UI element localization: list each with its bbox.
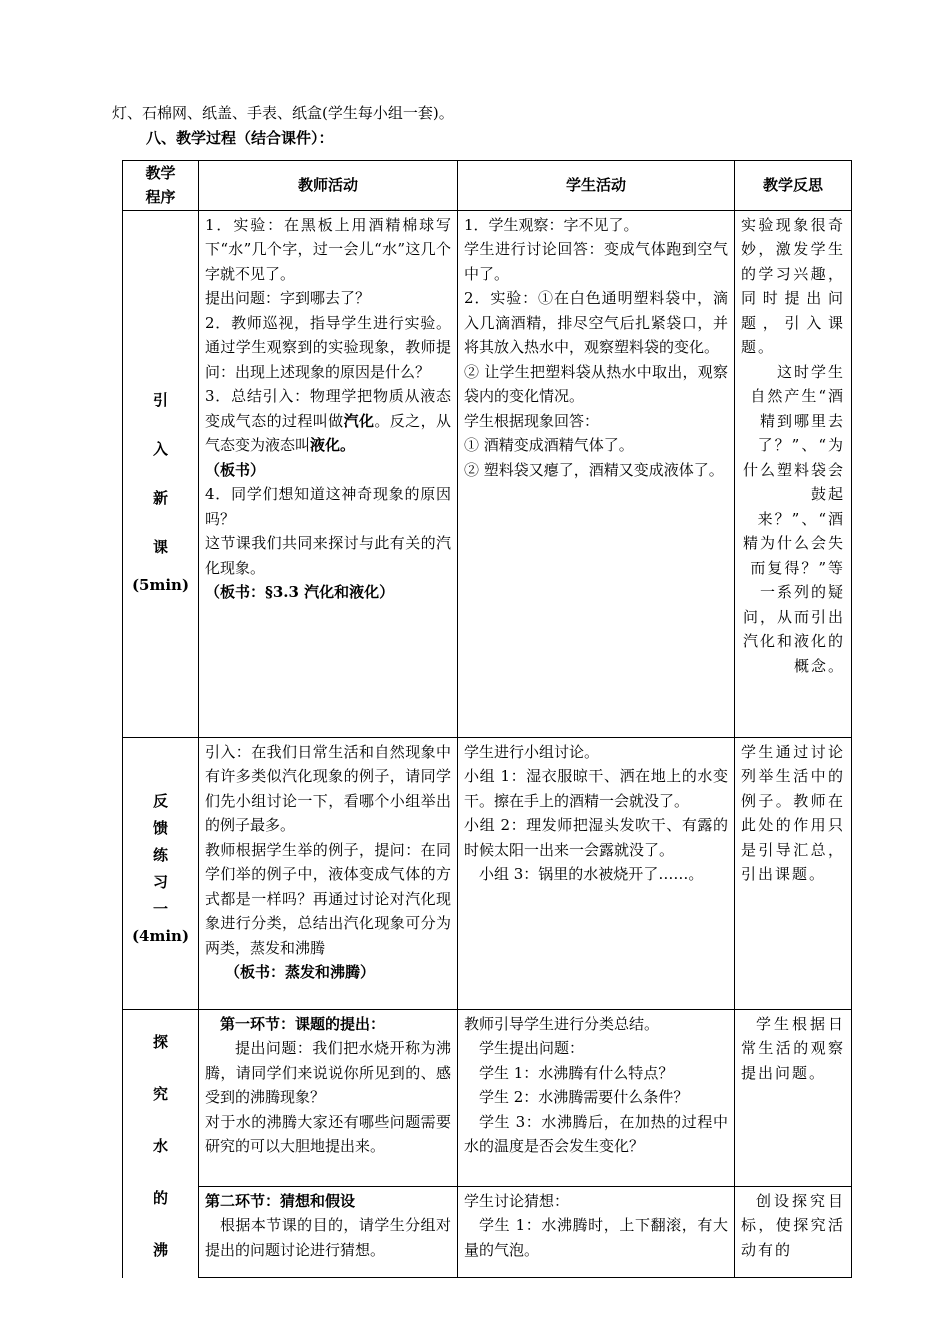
teacher-activity-cell: 1．实验：在黑板上用酒精棉球写下“水”几个字，过一会儿“水”这几个字就不见了。 提出问题：字到哪去了？ 2．教师巡视，指导学生进行实验。通过学生观察到的实验现象，教师提问：出现上述现象的原因是什么？ 3．总结引入：物理学把物质从液态变成气态的过程叫做汽化。反之，从气态变为液态叫液化。 （板书） 4．同学们想知道这神奇现象的原因吗？ 这节课我们共同来探讨与此有关的汽化现象。 （板书：§3.3 汽化和液化） (199, 210, 458, 737)
reflection-cell: 创设探究目标，使探究活动有的 (735, 1186, 852, 1277)
table-row (123, 1186, 852, 1277)
header-student-activity: 学生活动 (458, 161, 735, 211)
teacher-activity-cell: 第一环节：课题的提出： 提出问题：我们把水烧开称为沸腾，请同学们来说说你所见到的、感受到的沸腾现象？ 对于水的沸腾大家还有哪些问题需要研究的可以大胆地提出来。 (199, 1009, 458, 1186)
table-row (123, 210, 852, 737)
stage-intro-new-lesson: 引 入 新 课 (5min) (123, 210, 199, 737)
student-activity-cell: 1．学生观察：字不见了。 学生进行讨论回答：变成气体跑到空气中了。 2．实验：①在白色通明塑料袋中，滴入几滴酒精，排尽空气后扎紧袋口，并将其放入热水中，观察塑料袋的变化。 ② 让学生把塑料袋从热水中取出，观察袋内的变化情况。 学生根据现象回答： ① 酒精变成酒精气体了。 ② 塑料袋又瘪了，酒精又变成液体了。 (458, 210, 735, 737)
header-teaching-procedure: 教学程序 (123, 161, 199, 211)
reflection-cell: 实验现象很奇妙，激发学生的学习兴趣，同时提出问题，引入课题。 这时学生自然产生“酒精到哪里去了？”、“为什么塑料袋会鼓起来？”、“酒精为什么会失而复得？”等一系列的疑问，从而引出汽化和液化的概念。 (735, 210, 852, 737)
student-activity-cell: 教师引导学生进行分类总结。 学生提出问题： 学生 1：水沸腾有什么特点？ 学生 2：水沸腾需要什么条件？ 学生 3：水沸腾后，在加热的过程中水的温度是否会发生变化？ (458, 1009, 735, 1186)
intro-line: 灯、石棉网、纸盖、手表、纸盒(学生每小组一套)。 (112, 104, 454, 122)
stage-feedback-exercise: 反 馈 练 习 一 (4min) (123, 737, 199, 1009)
header-teacher-activity: 教师活动 (199, 161, 458, 211)
teaching-process-table (122, 160, 852, 1278)
teacher-activity-cell: 第二环节：猜想和假设 根据本节课的目的，请学生分组对提出的问题讨论进行猜想。 (199, 1186, 458, 1277)
student-activity-cell: 学生进行小组讨论。 小组 1：湿衣服晾干、洒在地上的水变干。擦在手上的酒精一会就没了。 小组 2：理发师把湿头发吹干、有露的时候太阳一出来一会露就没了。 小组 3：锅里的水被烧开了……。 (458, 737, 735, 1009)
teacher-activity-cell: 引入：在我们日常生活和自然现象中有许多类似汽化现象的例子，请同学们先小组讨论一下，看哪个小组举出的例子最多。 教师根据学生举的例子，提问：在同学们举的例子中，液体变成气体的方式都是一样吗？再通过讨论对汽化现象进行分类，总结出汽化现象可分为两类，蒸发和沸腾 （板书：蒸发和沸腾） (199, 737, 458, 1009)
section-title: 八、教学过程（结合课件）： (146, 129, 334, 147)
table-row (123, 1009, 852, 1186)
student-activity-cell: 学生讨论猜想： 学生 1：水沸腾时，上下翻滚，有大量的气泡。 (458, 1186, 735, 1277)
header-teaching-reflection: 教学反思 (735, 161, 852, 211)
reflection-cell: 学生根据日常生活的观察提出问题。 (735, 1009, 852, 1186)
reflection-cell: 学生通过讨论列举生活中的例子。教师在此处的作用只是引导汇总，引出课题。 (735, 737, 852, 1009)
stage-explore-boiling: 探 究 水 的 沸 (123, 1009, 199, 1278)
table-header-row (123, 161, 852, 211)
table-row (123, 737, 852, 1009)
